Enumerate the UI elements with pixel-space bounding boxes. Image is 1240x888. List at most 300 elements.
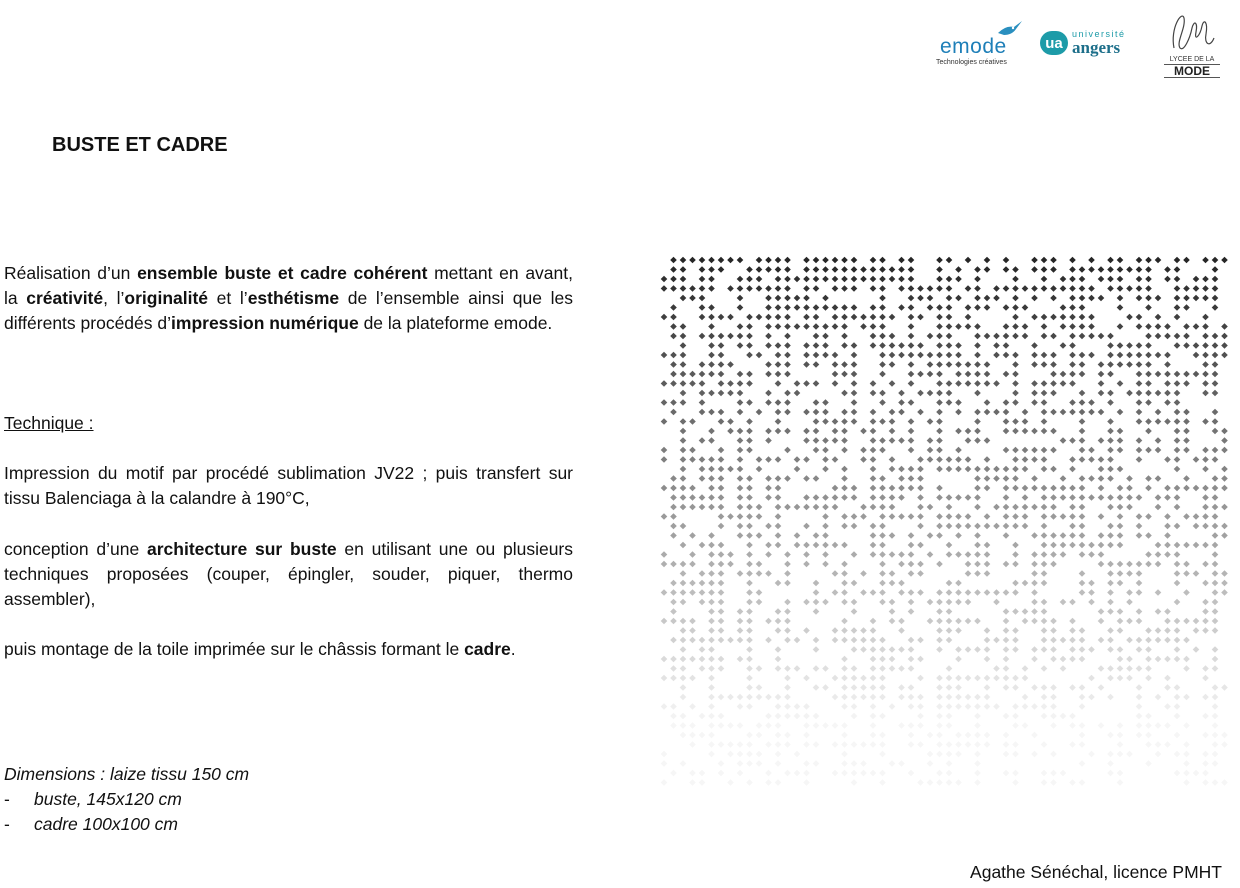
pattern-dot xyxy=(689,675,696,682)
pattern-dot xyxy=(718,513,725,520)
pattern-dot xyxy=(1107,627,1114,634)
dot-gradient-pattern xyxy=(660,256,1230,796)
pattern-dot xyxy=(927,751,934,758)
pattern-dot xyxy=(746,561,753,568)
pattern-dot xyxy=(1117,523,1124,530)
pattern-dot xyxy=(965,466,972,473)
pattern-dot xyxy=(974,504,981,511)
pattern-dot xyxy=(1164,380,1171,387)
pattern-dot xyxy=(737,608,744,615)
pattern-dot xyxy=(1069,722,1076,729)
pattern-dot xyxy=(1212,390,1219,397)
pattern-dot xyxy=(1003,494,1010,501)
pattern-dot xyxy=(775,399,782,406)
pattern-dot xyxy=(1164,266,1171,273)
pattern-dot xyxy=(1212,342,1219,349)
pattern-dot xyxy=(974,760,981,767)
pattern-dot xyxy=(670,266,677,273)
pattern-dot xyxy=(737,295,744,302)
pattern-dot xyxy=(917,675,924,682)
pattern-dot xyxy=(775,523,782,530)
pattern-dot xyxy=(1117,627,1124,634)
pattern-dot xyxy=(974,418,981,425)
pattern-dot xyxy=(1155,323,1162,330)
pattern-dot xyxy=(908,285,915,292)
pattern-dot xyxy=(1136,361,1143,368)
pattern-dot xyxy=(765,741,772,748)
pattern-dot xyxy=(822,504,829,511)
pattern-dot xyxy=(718,656,725,663)
pattern-dot xyxy=(727,561,734,568)
pattern-dot xyxy=(813,266,820,273)
pattern-dot xyxy=(917,779,924,786)
pattern-dot xyxy=(680,257,687,264)
pattern-dot xyxy=(1107,342,1114,349)
pattern-dot xyxy=(1098,361,1105,368)
pattern-dot xyxy=(765,428,772,435)
pattern-dot xyxy=(984,675,991,682)
pattern-dot xyxy=(1212,304,1219,311)
pattern-dot xyxy=(784,770,791,777)
pattern-dot xyxy=(1107,276,1114,283)
pattern-dot xyxy=(1183,447,1190,454)
pattern-dot xyxy=(860,741,867,748)
pattern-dot xyxy=(879,646,886,653)
pattern-dot xyxy=(765,570,772,577)
pattern-dot xyxy=(1202,599,1209,606)
pattern-dot xyxy=(1022,456,1029,463)
pattern-dot xyxy=(1088,646,1095,653)
pattern-dot xyxy=(1003,428,1010,435)
pattern-dot xyxy=(784,447,791,454)
pattern-dot xyxy=(680,627,687,634)
pattern-dot xyxy=(917,285,924,292)
pattern-dot xyxy=(1069,637,1076,644)
pattern-dot xyxy=(1221,437,1228,444)
pattern-dot xyxy=(822,532,829,539)
pattern-dot xyxy=(718,266,725,273)
pattern-dot xyxy=(727,466,734,473)
pattern-dot xyxy=(993,466,1000,473)
pattern-dot xyxy=(689,285,696,292)
pattern-dot xyxy=(917,570,924,577)
pattern-dot xyxy=(879,599,886,606)
pattern-dot xyxy=(851,371,858,378)
pattern-dot xyxy=(993,295,1000,302)
pattern-dot xyxy=(974,323,981,330)
pattern-dot xyxy=(813,285,820,292)
pattern-dot xyxy=(1050,380,1057,387)
pattern-dot xyxy=(1136,589,1143,596)
pattern-dot xyxy=(870,266,877,273)
pattern-dot xyxy=(832,494,839,501)
pattern-dot xyxy=(746,656,753,663)
pattern-dot xyxy=(737,323,744,330)
pattern-dot xyxy=(1117,618,1124,625)
pattern-dot xyxy=(680,599,687,606)
logo-bar xyxy=(934,8,1220,78)
pattern-dot xyxy=(879,257,886,264)
pattern-dot xyxy=(1031,390,1038,397)
pattern-dot xyxy=(1183,779,1190,786)
pattern-dot xyxy=(1050,314,1057,321)
pattern-dot xyxy=(784,371,791,378)
pattern-dot xyxy=(841,637,848,644)
pattern-dot xyxy=(946,342,953,349)
pattern-dot xyxy=(1031,257,1038,264)
pattern-dot xyxy=(841,333,848,340)
pattern-dot xyxy=(708,608,715,615)
pattern-dot xyxy=(946,352,953,359)
pattern-dot xyxy=(1060,475,1067,482)
pattern-dot xyxy=(784,361,791,368)
pattern-dot xyxy=(813,437,820,444)
pattern-dot xyxy=(1145,513,1152,520)
pattern-dot xyxy=(1060,599,1067,606)
pattern-dot xyxy=(822,561,829,568)
pattern-dot xyxy=(775,760,782,767)
pattern-dot xyxy=(851,257,858,264)
pattern-dot xyxy=(1202,608,1209,615)
pattern-dot xyxy=(775,475,782,482)
pattern-dot xyxy=(1003,504,1010,511)
pattern-dot xyxy=(718,608,725,615)
pattern-dot xyxy=(974,409,981,416)
pattern-dot xyxy=(1041,257,1048,264)
pattern-dot xyxy=(1202,257,1209,264)
pattern-dot xyxy=(1012,418,1019,425)
pattern-dot xyxy=(1202,542,1209,549)
pattern-dot xyxy=(689,770,696,777)
pattern-dot xyxy=(708,675,715,682)
pattern-dot xyxy=(860,266,867,273)
pattern-dot xyxy=(1212,570,1219,577)
pattern-dot xyxy=(1069,532,1076,539)
pattern-dot xyxy=(756,589,763,596)
pattern-dot xyxy=(1098,608,1105,615)
pattern-dot xyxy=(1107,523,1114,530)
pattern-dot xyxy=(965,523,972,530)
pattern-dot xyxy=(898,627,905,634)
pattern-dot xyxy=(832,257,839,264)
pattern-dot xyxy=(974,276,981,283)
pattern-dot xyxy=(1136,732,1143,739)
pattern-dot xyxy=(1212,447,1219,454)
pattern-dot xyxy=(1069,741,1076,748)
pattern-dot xyxy=(1079,694,1086,701)
pattern-dot xyxy=(946,637,953,644)
pattern-dot xyxy=(965,589,972,596)
pattern-dot xyxy=(870,437,877,444)
pattern-dot xyxy=(832,371,839,378)
pattern-dot xyxy=(936,675,943,682)
pattern-dot xyxy=(1212,599,1219,606)
pattern-dot xyxy=(1193,618,1200,625)
pattern-dot xyxy=(708,456,715,463)
pattern-dot xyxy=(936,342,943,349)
pattern-dot xyxy=(718,599,725,606)
pattern-dot xyxy=(1079,646,1086,653)
pattern-dot xyxy=(1060,285,1067,292)
pattern-dot xyxy=(1145,342,1152,349)
pattern-dot xyxy=(908,418,915,425)
pattern-dot xyxy=(870,314,877,321)
pattern-dot xyxy=(1107,580,1114,587)
pattern-dot xyxy=(765,475,772,482)
pattern-dot xyxy=(1212,285,1219,292)
pattern-dot xyxy=(1022,513,1029,520)
pattern-dot xyxy=(680,665,687,672)
pattern-dot xyxy=(1145,760,1152,767)
pattern-dot xyxy=(1003,257,1010,264)
pattern-dot xyxy=(813,418,820,425)
pattern-dot xyxy=(1193,295,1200,302)
pattern-dot xyxy=(955,466,962,473)
pattern-dot xyxy=(908,608,915,615)
pattern-dot xyxy=(680,542,687,549)
pattern-dot xyxy=(1041,551,1048,558)
pattern-dot xyxy=(993,599,1000,606)
pattern-dot xyxy=(746,523,753,530)
pattern-dot xyxy=(737,694,744,701)
pattern-dot xyxy=(1107,494,1114,501)
pattern-dot xyxy=(699,504,706,511)
pattern-dot xyxy=(1221,532,1228,539)
pattern-dot xyxy=(1050,409,1057,416)
pattern-dot xyxy=(898,513,905,520)
pattern-dot xyxy=(670,770,677,777)
pattern-dot xyxy=(832,352,839,359)
pattern-dot xyxy=(832,361,839,368)
pattern-dot xyxy=(1107,504,1114,511)
pattern-dot xyxy=(1202,513,1209,520)
pattern-dot xyxy=(908,361,915,368)
pattern-dot xyxy=(1050,295,1057,302)
pattern-dot xyxy=(1098,475,1105,482)
pattern-dot xyxy=(832,589,839,596)
pattern-dot xyxy=(1041,608,1048,615)
pattern-dot xyxy=(860,447,867,454)
pattern-dot xyxy=(1183,741,1190,748)
pattern-dot xyxy=(1136,618,1143,625)
pattern-dot xyxy=(1041,665,1048,672)
pattern-dot xyxy=(851,361,858,368)
pattern-dot xyxy=(718,589,725,596)
pattern-dot xyxy=(813,342,820,349)
pattern-dot xyxy=(832,304,839,311)
pattern-dot xyxy=(1098,466,1105,473)
pattern-dot xyxy=(898,694,905,701)
pattern-dot xyxy=(680,475,687,482)
pattern-dot xyxy=(1202,665,1209,672)
pattern-dot xyxy=(984,437,991,444)
pattern-dot xyxy=(1164,523,1171,530)
pattern-dot xyxy=(1060,342,1067,349)
pattern-dot xyxy=(1079,627,1086,634)
technique-heading: Technique : xyxy=(4,413,94,433)
pattern-dot xyxy=(841,475,848,482)
pattern-dot xyxy=(1117,428,1124,435)
pattern-dot xyxy=(737,760,744,767)
pattern-dot xyxy=(946,380,953,387)
pattern-dot xyxy=(765,342,772,349)
pattern-dot xyxy=(1136,399,1143,406)
pattern-dot xyxy=(813,475,820,482)
pattern-dot xyxy=(699,637,706,644)
pattern-dot xyxy=(927,760,934,767)
pattern-dot xyxy=(1202,466,1209,473)
pattern-dot xyxy=(784,637,791,644)
pattern-dot xyxy=(1088,285,1095,292)
pattern-dot xyxy=(1003,418,1010,425)
pattern-dot xyxy=(737,570,744,577)
pattern-dot xyxy=(1117,665,1124,672)
pattern-dot xyxy=(946,751,953,758)
pattern-dot xyxy=(1164,551,1171,558)
pattern-dot xyxy=(1003,589,1010,596)
pattern-dot xyxy=(1031,485,1038,492)
pattern-dot xyxy=(1174,523,1181,530)
pattern-dot xyxy=(898,580,905,587)
pattern-dot xyxy=(936,608,943,615)
pattern-dot xyxy=(870,418,877,425)
pattern-dot xyxy=(946,466,953,473)
pattern-dot xyxy=(879,684,886,691)
pattern-dot xyxy=(984,513,991,520)
pattern-dot xyxy=(1212,665,1219,672)
pattern-dot xyxy=(727,694,734,701)
pattern-dot xyxy=(889,703,896,710)
pattern-dot xyxy=(1202,456,1209,463)
pattern-dot xyxy=(727,314,734,321)
pattern-dot xyxy=(974,475,981,482)
pattern-dot xyxy=(851,513,858,520)
pattern-dot xyxy=(1136,295,1143,302)
pattern-dot xyxy=(984,475,991,482)
pattern-dot xyxy=(708,428,715,435)
pattern-dot xyxy=(841,589,848,596)
pattern-dot xyxy=(680,656,687,663)
pattern-dot xyxy=(1136,266,1143,273)
pattern-dot xyxy=(1060,713,1067,720)
pattern-dot xyxy=(1012,684,1019,691)
pattern-dot xyxy=(946,333,953,340)
pattern-dot xyxy=(936,323,943,330)
pattern-dot xyxy=(727,637,734,644)
pattern-dot xyxy=(727,380,734,387)
pattern-dot xyxy=(1212,760,1219,767)
pattern-dot xyxy=(1060,494,1067,501)
pattern-dot xyxy=(917,295,924,302)
pattern-dot xyxy=(851,779,858,786)
pattern-dot xyxy=(946,304,953,311)
pattern-dot xyxy=(708,703,715,710)
pattern-dot xyxy=(1136,323,1143,330)
pattern-dot xyxy=(1212,513,1219,520)
pattern-dot xyxy=(1145,295,1152,302)
author-credit: Agathe Sénéchal, licence PMHT xyxy=(970,862,1222,882)
pattern-dot xyxy=(680,266,687,273)
pattern-dot xyxy=(1060,409,1067,416)
pattern-dot xyxy=(1126,637,1133,644)
pattern-dot xyxy=(879,713,886,720)
pattern-dot xyxy=(737,342,744,349)
pattern-dot xyxy=(1212,456,1219,463)
pattern-dot xyxy=(851,580,858,587)
pattern-dot xyxy=(1060,304,1067,311)
pattern-dot xyxy=(1155,257,1162,264)
pattern-dot xyxy=(661,456,668,463)
pattern-dot xyxy=(1088,675,1095,682)
pattern-dot xyxy=(1221,257,1228,264)
pattern-dot xyxy=(1145,333,1152,340)
pattern-dot xyxy=(908,428,915,435)
pattern-dot xyxy=(984,456,991,463)
pattern-dot xyxy=(1069,333,1076,340)
pattern-dot xyxy=(965,361,972,368)
pattern-dot xyxy=(1022,428,1029,435)
pattern-dot xyxy=(670,504,677,511)
pattern-dot xyxy=(965,257,972,264)
lycee-de-la-mode-logo xyxy=(1162,8,1220,78)
pattern-dot xyxy=(708,589,715,596)
pattern-dot xyxy=(1107,770,1114,777)
pattern-dot xyxy=(1050,466,1057,473)
pattern-dot xyxy=(680,760,687,767)
pattern-dot xyxy=(1145,352,1152,359)
pattern-dot xyxy=(1088,257,1095,264)
pattern-dot xyxy=(775,580,782,587)
pattern-dot xyxy=(946,257,953,264)
pattern-dot xyxy=(879,665,886,672)
pattern-dot xyxy=(1117,722,1124,729)
pattern-dot xyxy=(965,285,972,292)
pattern-dot xyxy=(1126,665,1133,672)
pattern-dot xyxy=(1164,722,1171,729)
pattern-dot xyxy=(699,494,706,501)
pattern-dot xyxy=(746,285,753,292)
pattern-dot xyxy=(841,523,848,530)
pattern-dot xyxy=(680,561,687,568)
pattern-dot xyxy=(1155,722,1162,729)
pattern-dot xyxy=(851,760,858,767)
pattern-dot xyxy=(1069,257,1076,264)
pattern-dot xyxy=(708,504,715,511)
pattern-dot xyxy=(993,523,1000,530)
pattern-dot xyxy=(1117,570,1124,577)
pattern-dot xyxy=(936,390,943,397)
pattern-dot xyxy=(708,741,715,748)
pattern-dot xyxy=(1107,646,1114,653)
pattern-dot xyxy=(1145,741,1152,748)
pattern-dot xyxy=(689,371,696,378)
pattern-dot xyxy=(1126,504,1133,511)
pattern-dot xyxy=(898,475,905,482)
pattern-dot xyxy=(1221,485,1228,492)
pattern-dot xyxy=(936,361,943,368)
pattern-dot xyxy=(727,513,734,520)
pattern-dot xyxy=(965,561,972,568)
pattern-dot xyxy=(1183,285,1190,292)
pattern-dot xyxy=(1155,447,1162,454)
pattern-dot xyxy=(794,304,801,311)
pattern-dot xyxy=(670,589,677,596)
pattern-dot xyxy=(898,266,905,273)
pattern-dot xyxy=(1145,266,1152,273)
pattern-dot xyxy=(699,779,706,786)
pattern-dot xyxy=(841,656,848,663)
pattern-dot xyxy=(1098,637,1105,644)
